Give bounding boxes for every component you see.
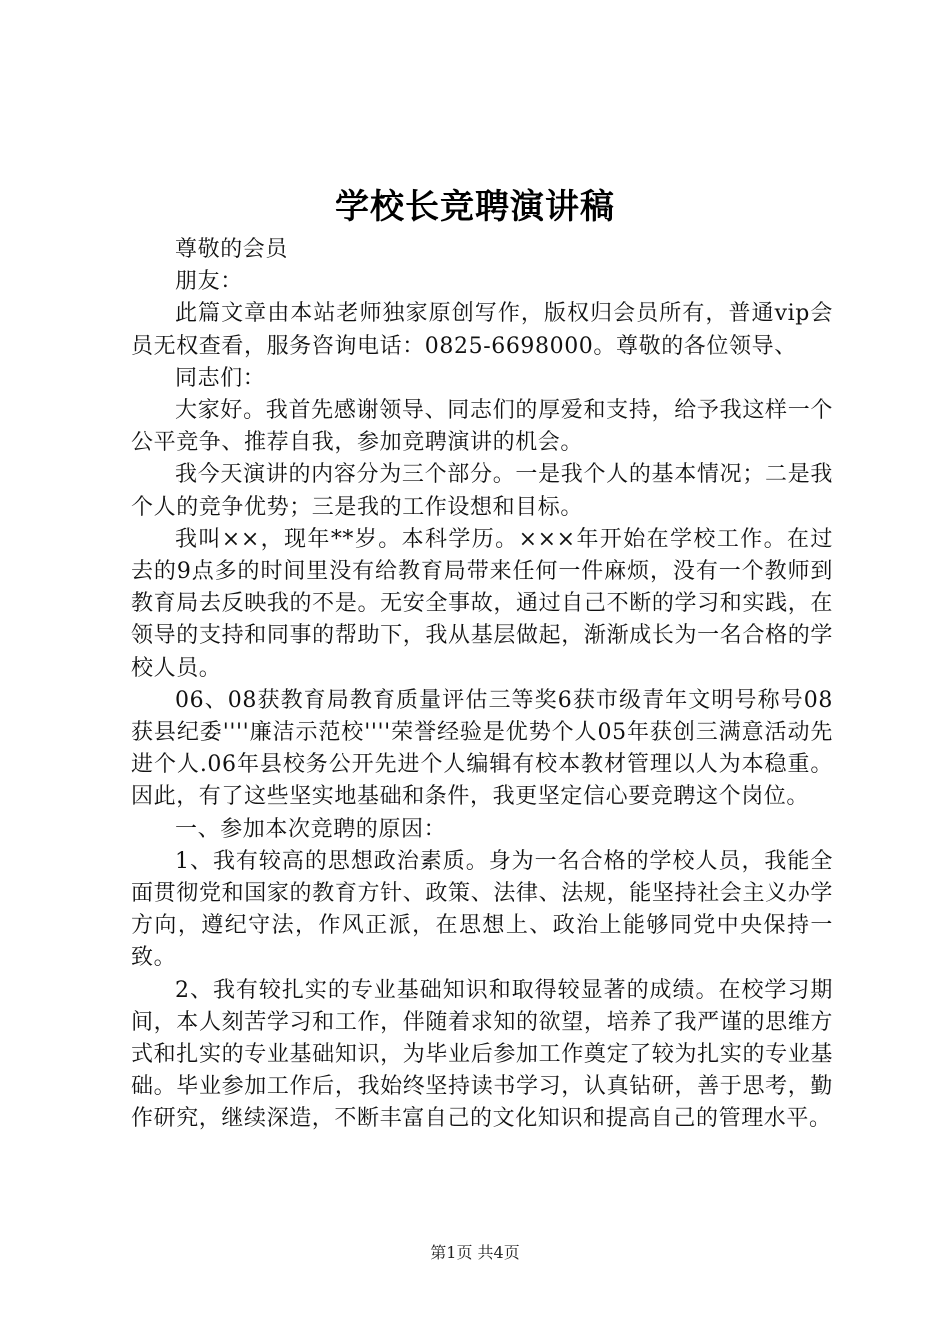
- document-body: [131, 234, 833, 1136]
- paragraph-reason-1: 1、我有较高的思想政治素质。身为一名合格的学校人员，我能全面贯彻党和国家的教育方针、政策、法律、法规，能坚持社会主义办学方向，遵纪守法，作风正派，在思想上、政治上能够同党中央保持一致。: [131, 848, 833, 971]
- paragraph-background: 我叫××，现年**岁。本科学历。×××年开始在学校工作。在过去的9点多的时间里没有给教育局带来任何一件麻烦，没有一个教师到教育局去反映我的不是。无安全事故，通过自己不断的学习和实践，在领导的支持和同事的帮助下，我从基层做起，渐渐成长为一名合格的学校人员。: [131, 526, 833, 681]
- paragraph-outline: 我今天演讲的内容分为三个部分。一是我个人的基本情况；二是我个人的竞争优势；三是我的工作设想和目标。: [131, 462, 833, 520]
- paragraph-address: 同志们：: [175, 365, 266, 391]
- paragraph-awards: 06、08获教育局教育质量评估三等奖6获市级青年文明号称号08获县纪委''''廉洁示范校''''荣誉经验是优势个人05年获创三满意活动先进个人.06年县校务公开先进个人编辑有校本教材管理以人为本稳重。因此，有了这些坚实地基础和条件，我更坚定信心要竞聘这个岗位。: [131, 687, 833, 810]
- paragraph-greeting: 大家好。我首先感谢领导、同志们的厚爱和支持，给予我这样一个公平竞争、推荐自我，参加竞聘演讲的机会。: [131, 398, 833, 456]
- page-footer: 第1页 共4页: [430, 1243, 520, 1262]
- paragraph-reason-2: 2、我有较扎实的专业基础知识和取得较显著的成绩。在校学习期间，本人刻苦学习和工作，伴随着求知的欲望，培养了我严谨的思维方式和扎实的专业基础知识，为毕业后参加工作奠定了较为扎实的专业基础。毕业参加工作后，我始终坚持读书学习，认真钻研，善于思考，勤作研究，继续深造，不断丰富自己的文化知识和提高自己的管理水平。: [131, 977, 833, 1132]
- document-title: 学校长竞聘演讲稿: [335, 187, 615, 227]
- paragraph-salutation: 尊敬的会员: [175, 237, 289, 262]
- paragraph-salutation-2: 朋友：: [175, 269, 243, 295]
- section-heading: 一、参加本次竞聘的原因：: [175, 816, 447, 842]
- paragraph-copyright-notice: 此篇文章由本站老师独家原创写作，版权归会员所有，普通vip会员无权查看，服务咨询电话：0825-6698000。尊敬的各位领导、: [131, 301, 833, 359]
